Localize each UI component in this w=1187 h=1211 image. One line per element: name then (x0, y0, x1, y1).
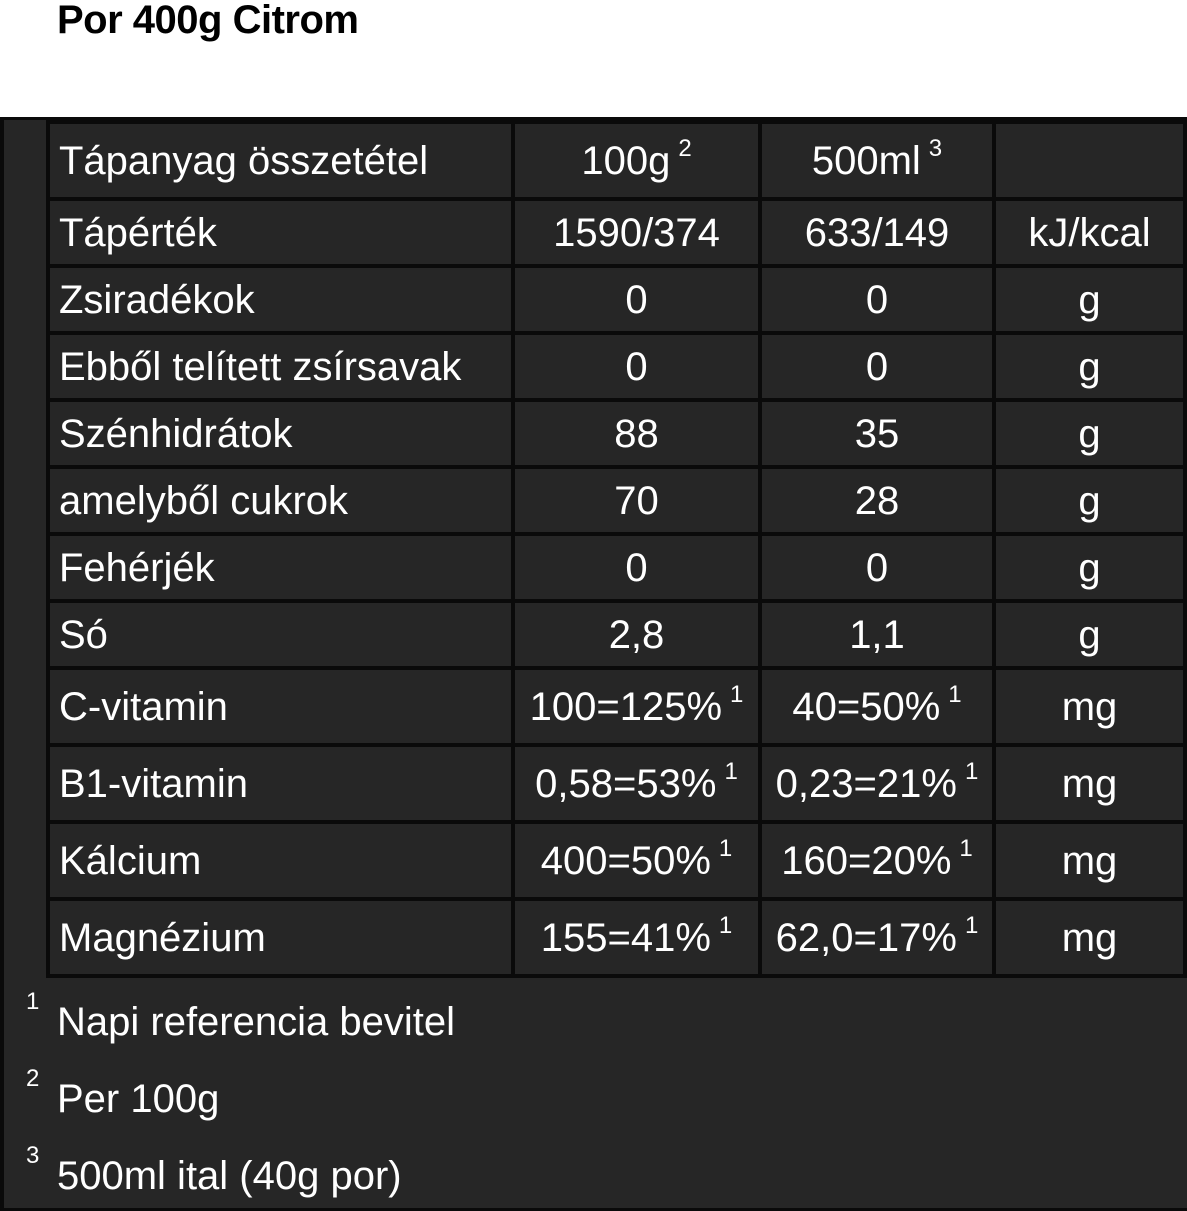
nutrient-name: Ebből telített zsírsavak (48, 333, 513, 400)
value-per-500ml: 0 (760, 534, 994, 601)
value-per-500ml: 0 (760, 266, 994, 333)
footnote-text: Napi referencia bevitel (57, 1000, 455, 1044)
footnote-marker: 1 (724, 757, 738, 785)
table-row (48, 400, 1185, 467)
footnote-item (0, 980, 1187, 1057)
value-per-500ml: 160=20% $^1$ (760, 822, 994, 899)
unit: mg (994, 822, 1185, 899)
table-row (48, 266, 1185, 333)
unit: g (994, 400, 1185, 467)
value-per-500ml: 0 (760, 333, 994, 400)
nutrient-name: Fehérjék (48, 534, 513, 601)
unit: g (994, 601, 1185, 668)
value-per-100g: 0,58=53% $^1$ (513, 745, 760, 822)
value-per-100g: 400=50% $^1$ (513, 822, 760, 899)
table-row (48, 601, 1185, 668)
table-row (48, 745, 1185, 822)
nutrient-name: Só (48, 601, 513, 668)
header-per-500ml: 500ml $^3$ (760, 122, 994, 199)
header-per-100g: 100g $^2$ (513, 122, 760, 199)
footnote-item (0, 1134, 1187, 1211)
nutrient-name: Zsiradékok (48, 266, 513, 333)
unit: mg (994, 668, 1185, 745)
footnote-marker: 1 (964, 757, 979, 785)
value-per-500ml: 1,1 (760, 601, 994, 668)
footnote-text: 500ml ital (40g por) (57, 1154, 402, 1198)
footnote-marker: 3 (928, 134, 943, 162)
unit: g (994, 534, 1185, 601)
value-per-100g: 155=41% $^1$ (513, 899, 760, 976)
footnote-marker: 1 (964, 911, 979, 939)
table-row (48, 467, 1185, 534)
table-row (48, 199, 1185, 266)
footnote-marker: 1 (718, 834, 733, 862)
value-per-100g: 70 (513, 467, 760, 534)
footnote-item (0, 1057, 1187, 1134)
value-per-500ml: 633/149 (760, 199, 994, 266)
header-nutrient-label: Tápanyag összetétel (48, 122, 513, 199)
table-row (48, 822, 1185, 899)
footnote-number: 2 (26, 1065, 40, 1092)
nutrient-name: amelyből cukrok (48, 467, 513, 534)
value-per-100g: 1590/374 (513, 199, 760, 266)
footnote-marker: 1 (718, 911, 733, 939)
value-per-500ml: 40=50% $^1$ (760, 668, 994, 745)
value-per-500ml: 0,23=21% $^1$ (760, 745, 994, 822)
value-per-100g: 0 (513, 333, 760, 400)
value-per-100g: 0 (513, 534, 760, 601)
value-per-100g: 0 (513, 266, 760, 333)
nutrient-name: Szénhidrátok (48, 400, 513, 467)
footnote-marker: 2 (678, 134, 692, 162)
nutrient-name: Tápérték (48, 199, 513, 266)
unit: g (994, 333, 1185, 400)
value-per-100g: 88 (513, 400, 760, 467)
footnote-marker: 1 (730, 680, 744, 708)
footnote-number: 1 (26, 988, 40, 1015)
product-title: Por 400g Citrom (57, 0, 359, 42)
unit: mg (994, 745, 1185, 822)
table-row (48, 333, 1185, 400)
footnote-marker: 1 (959, 834, 973, 862)
nutrition-panel (0, 117, 1187, 1211)
header-unit (994, 122, 1185, 199)
value-per-500ml: 28 (760, 467, 994, 534)
nutrient-name: C-vitamin (48, 668, 513, 745)
table-row (48, 899, 1185, 976)
nutrient-name: Magnézium (48, 899, 513, 976)
value-per-100g: 100=125% $^1$ (513, 668, 760, 745)
footnote-text: Per 100g (57, 1077, 220, 1121)
footnote-number: 3 (26, 1142, 40, 1169)
unit: g (994, 266, 1185, 333)
nutrient-name: B1-vitamin (48, 745, 513, 822)
table-row (48, 534, 1185, 601)
table-row (48, 668, 1185, 745)
unit: kJ/kcal (994, 199, 1185, 266)
value-per-500ml: 62,0=17% $^1$ (760, 899, 994, 976)
nutrient-name: Kálcium (48, 822, 513, 899)
unit: g (994, 467, 1185, 534)
table-header-row (48, 122, 1185, 199)
value-per-100g: 2,8 (513, 601, 760, 668)
unit: mg (994, 899, 1185, 976)
value-per-500ml: 35 (760, 400, 994, 467)
footnote-marker: 1 (948, 680, 962, 708)
nutrition-table (46, 120, 1187, 978)
footnotes (0, 980, 1187, 1211)
